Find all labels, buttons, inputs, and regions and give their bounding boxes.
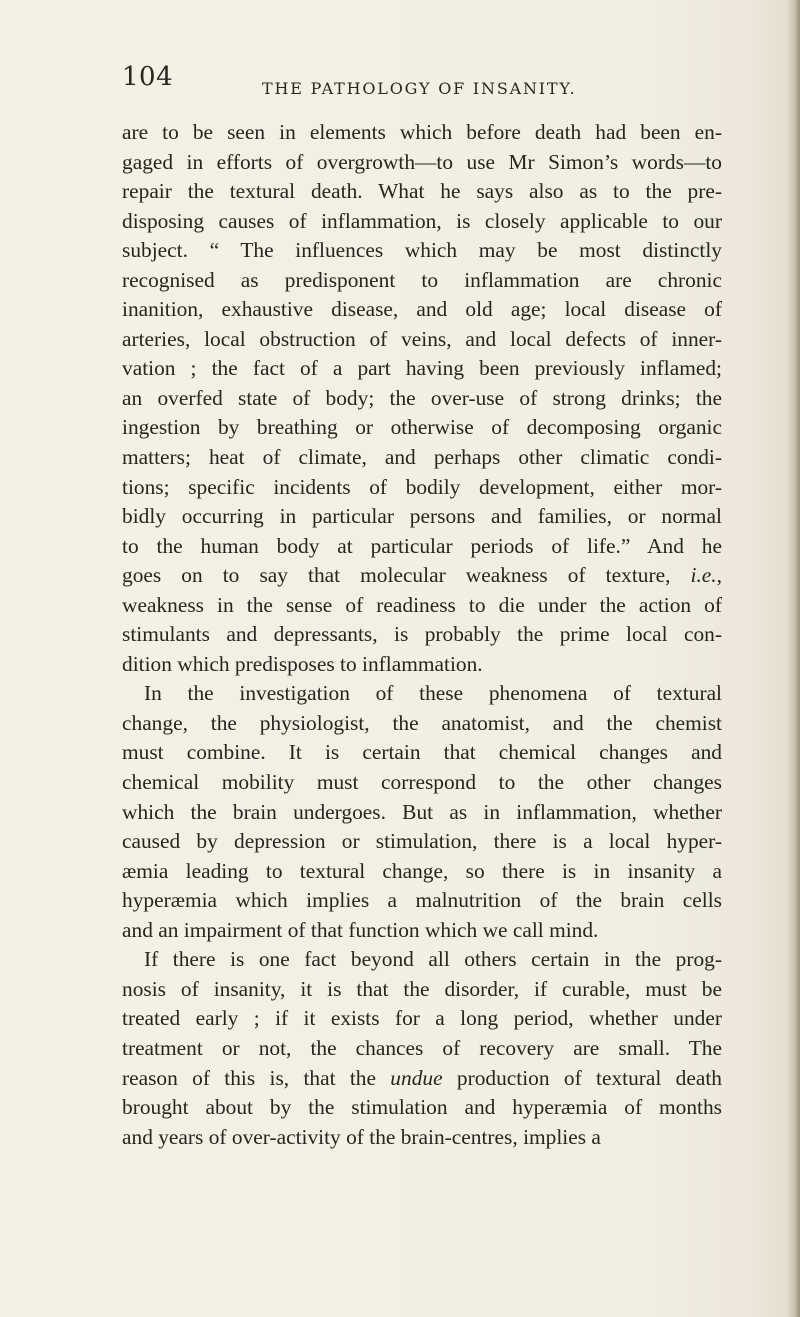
text-line: brought about by the stimulation and hyperæmia of months [122,1095,722,1120]
paragraphs [122,118,722,1152]
text-line: inanition, exhaustive disease, and old age; local disease of [122,297,722,322]
italic-text: undue [390,1065,443,1090]
text-line: goes on to say that molecular weakness of texture, i.e., [122,563,722,588]
text-line: If there is one fact beyond all others certain in the prog- [144,947,722,972]
text-line: matters; heat of climate, and perhaps other climatic condi- [122,445,722,470]
text-line: disposing causes of inflammation, is closely applicable to our [122,208,722,233]
text-line: ingestion by breathing or otherwise of decomposing organic [122,415,722,440]
page-edge-shadow [786,0,800,1317]
text-line: tions; specific incidents of bodily development, either mor- [122,474,722,499]
text-line: nosis of insanity, it is that the disorder, if curable, must be [122,976,722,1001]
text-line: hyperæmia which implies a malnutrition of the brain cells [122,888,722,913]
text-line: repair the textural death. What he says also as to the pre- [122,179,722,204]
text-line: treated early ; if it exists for a long period, whether under [122,1006,722,1031]
text-line: In the investigation of these phenomena of textural [144,681,722,706]
text-line: caused by depression or stimulation, there is a local hyper- [122,829,722,854]
text-line: which the brain undergoes. But as in inflammation, whether [122,799,722,824]
text-line: to the human body at particular periods of life.” And he [122,533,722,558]
text-line: chemical mobility must correspond to the other changes [122,770,722,795]
paragraph [122,945,722,1152]
text-line: æmia leading to textural change, so there is in insanity a [122,858,722,883]
text-line: dition which predisposes to inflammation. [122,651,483,676]
text-line: vation ; the fact of a part having been previously inflamed; [122,356,722,381]
text-line: an overfed state of body; the over-use of strong drinks; the [122,385,722,410]
text-line: and years of over-activity of the brain-centres, implies a [122,1124,601,1149]
text-line: change, the physiologist, the anatomist, and the chemist [122,710,722,735]
running-title: THE PATHOLOGY OF INSANITY. [262,79,577,98]
paragraph [122,679,722,945]
text-line: treatment or not, the chances of recovery are small. The [122,1035,722,1060]
text-line: arteries, local obstruction of veins, and local defects of inner- [122,326,722,351]
text-line: stimulants and depressants, is probably the prime local con- [122,622,722,647]
page-header [122,62,720,102]
page-number: 104 [122,62,174,92]
text-line: recognised as predisponent to inflammation are chronic [122,267,722,292]
text-line: weakness in the sense of readiness to die under the action of [122,592,722,617]
text-line: must combine. It is certain that chemical changes and [122,740,722,765]
italic-text: i.e. [690,563,717,588]
text-line: and an impairment of that function which we call mind. [122,917,599,942]
text-line: are to be seen in elements which before death had been en- [122,120,722,144]
text-line: reason of this is, that the undue production of textural death [122,1065,722,1090]
paragraph [122,118,722,679]
text-line: subject. “ The influences which may be most distinctly [122,238,722,263]
text-line: bidly occurring in particular persons and families, or normal [122,504,722,529]
body-text [122,118,722,1152]
text-line: gaged in efforts of overgrowth—to use Mr Simon’s words—to [122,149,722,174]
